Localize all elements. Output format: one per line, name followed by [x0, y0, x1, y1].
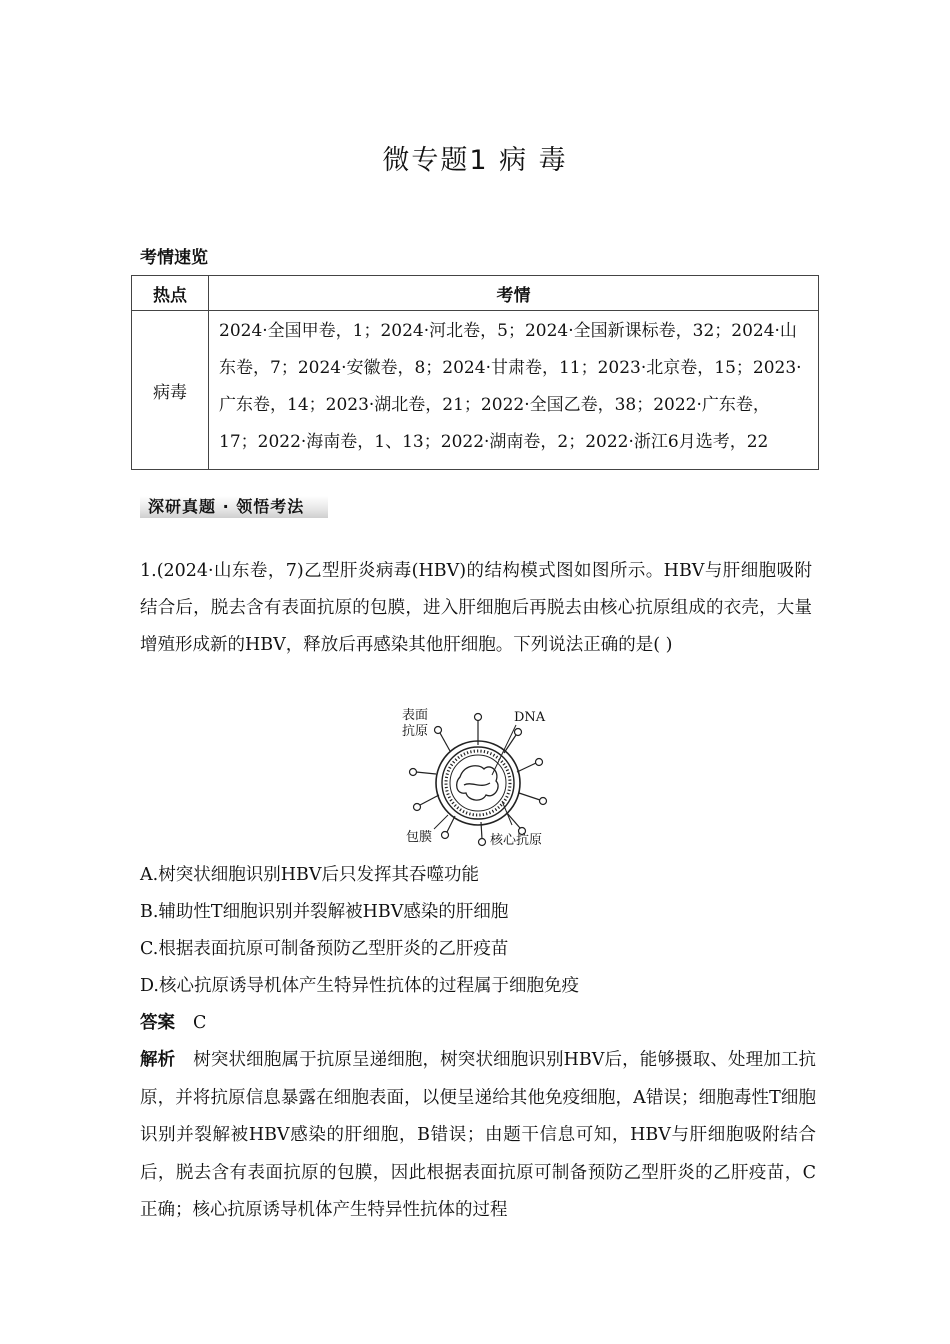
label-surface-antigen-2: 抗原: [402, 724, 429, 739]
label-envelope: 包膜: [406, 830, 433, 845]
option-a: A.树突状细胞识别HBV后只发挥其吞噬功能: [140, 865, 479, 885]
label-surface-antigen-1: 表面: [402, 708, 429, 723]
label-dna: DNA: [514, 710, 546, 725]
question-stem: 1.(2024·山东卷，7)乙型肝炎病毒(HBV)的结构模式图如图所示。HBV与肝细胞吸附结合后，脱去含有表面抗原的包膜，进入肝细胞后再脱去由核心抗原组成的衣壳，大量增殖形成新的HBV，释放后再感染其他肝细胞。下列说法正确的是( ): [140, 561, 812, 655]
hbv-structure-figure: [394, 705, 559, 850]
dna-pointer: [492, 725, 516, 775]
option-b: B.辅助性T细胞识别并裂解被HBV感染的肝细胞: [140, 902, 509, 922]
table-row: [132, 311, 819, 470]
label-core-antigen: 核心抗原: [490, 833, 543, 848]
capsid-beads: [446, 751, 510, 815]
table-cell-exam-list: 2024·全国甲卷，1；2024·河北卷，5；2024·全国新课标卷，32；2024·山东卷，7；2024·安徽卷，8；2024·甘肃卷，11；2023·北京卷，15；2023·广东卷，14；2023·湖北卷，21；2022·全国乙卷，38；2022·广东卷，17；2022·海南卷，1、13；2022·湖南卷，2；2022·浙江6月选考，22: [209, 311, 819, 470]
option-c: C.根据表面抗原可制备预防乙型肝炎的乙肝疫苗: [140, 939, 509, 959]
option-d: D.核心抗原诱导机体产生特异性抗体的过程属于细胞免疫: [140, 976, 579, 996]
envelope-inner: [442, 747, 514, 819]
table-header-exam: 考情: [209, 276, 819, 311]
answer-value: C: [193, 1013, 207, 1033]
envelope-outer: [436, 741, 520, 825]
analysis-label: 解析: [140, 1050, 176, 1070]
table-header-row: [132, 276, 819, 311]
exam-overview-table: [131, 275, 819, 470]
section-band: 深研真题 · 领悟考法: [140, 496, 328, 518]
table-cell-topic: 病毒: [132, 311, 209, 470]
table-header-topic: 热点: [132, 276, 209, 311]
analysis-text: 树突状细胞属于抗原呈递细胞，树突状细胞识别HBV后，能够摄取、处理加工抗原，并将抗原信息暴露在细胞表面，以便呈递给其他免疫细胞，A错误；细胞毒性T细胞识别并裂解被HBV感染的肝细胞，B错误；由题干信息可知，HBV与肝细胞吸附结合后，脱去含有表面抗原的包膜，因此根据表面抗原可制备预防乙型肝炎的乙肝疫苗，C正确；核心抗原诱导机体产生特异性抗体的过程: [140, 1050, 817, 1220]
options-list: [140, 857, 812, 1005]
analysis-block: [140, 1042, 816, 1230]
envelope-pointer: [434, 815, 448, 829]
answer-label: 答案: [140, 1013, 175, 1033]
dna-strand: [457, 766, 498, 800]
page-title: 微专题1 病 毒: [382, 145, 568, 176]
overview-heading: 考情速览: [140, 248, 208, 268]
answer-line: [140, 1005, 206, 1042]
